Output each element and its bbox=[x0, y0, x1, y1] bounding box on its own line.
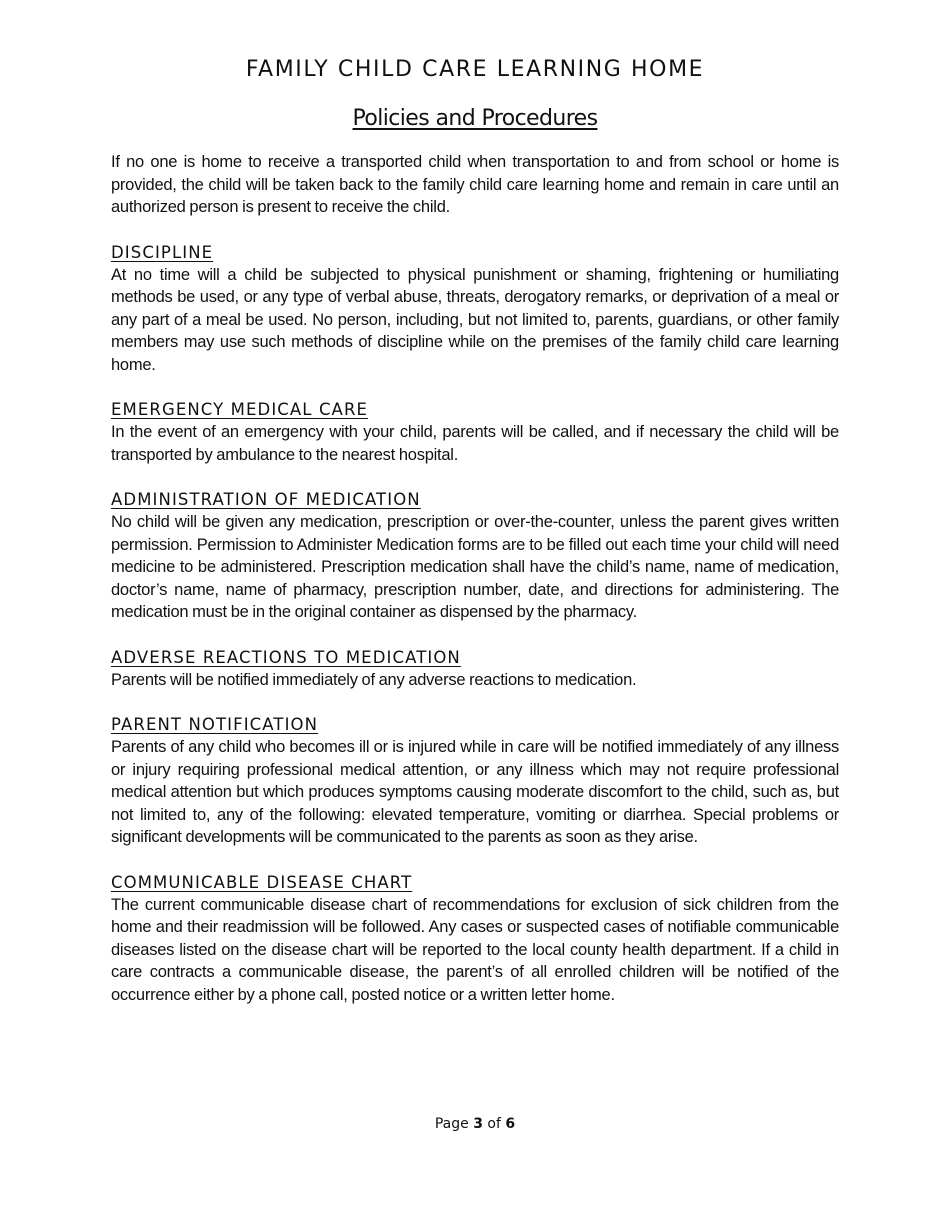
section-discipline bbox=[111, 241, 839, 377]
document-body bbox=[111, 151, 839, 1006]
page-label: Page bbox=[434, 1116, 469, 1132]
page-footer bbox=[0, 1114, 950, 1134]
section-body: The current communicable disease chart of recommendations for exclusion of sick children from the home and their readmission will be followed. Any cases or suspected cases of notifiable communicable diseases listed on the disease chart will be reported to the local county health department. If a child in care contracts a communicable disease, the parent’s of all enrolled children will be notified of the occurrence either by a phone call, posted notice or a written letter home. bbox=[111, 895, 839, 1004]
section-heading: PARENT NOTIFICATION bbox=[111, 715, 319, 734]
document-subtitle bbox=[0, 104, 950, 134]
document-subtitle-text: Policies and Procedures bbox=[352, 106, 598, 131]
section-heading: EMERGENCY MEDICAL CARE bbox=[111, 400, 369, 419]
section-communicable-disease-chart bbox=[111, 871, 839, 1007]
section-body: Parents of any child who becomes ill or is injured while in care will be notified immediately of any illness or injury requiring professional medical attention, or any illness which may not require professional medical attention but which produces symptoms causing moderate discomfort to the child, such as, but not limited to, any of the following: elevated temperature, vomiting or diarrhea. Special problems or significant developments will be communicated to the parents as soon as they arise. bbox=[111, 738, 839, 846]
section-body: Parents will be notified immediately of any adverse reactions to medication. bbox=[111, 670, 637, 689]
section-body: In the event of an emergency with your child, parents will be called, and if necessary the child will be transported by ambulance to the nearest hospital. bbox=[111, 423, 839, 464]
document-title: FAMILY CHILD CARE LEARNING HOME bbox=[245, 57, 705, 82]
total-pages-number: 6 bbox=[505, 1116, 516, 1132]
intro-paragraph: If no one is home to receive a transported child when transportation to and from school or home is provided, the child will be taken back to the family child care learning home and remain in care until an authorized person is present to receive the child. bbox=[111, 153, 839, 216]
section-emergency-medical-care bbox=[111, 398, 839, 466]
section-heading: DISCIPLINE bbox=[111, 242, 214, 262]
section-body: At no time will a child be subjected to physical punishment or shaming, frightening or humiliating methods be used, or any type of verbal abuse, threats, derogatory remarks, or deprivation of a meal or any part of a meal be used. No person, including, but not limited to, parents, guardians, or other family members may use such methods of discipline while on the premises of the family child care learning home. bbox=[111, 265, 839, 374]
current-page-number: 3 bbox=[473, 1116, 483, 1132]
section-body: No child will be given any medication, prescription or over-the-counter, unless the parent gives written permission. Permission to Administer Medication forms are to be filled out each time your child will need medicine to be administered. Prescription medication shall have the child’s name, name of medication, doctor’s name, name of pharmacy, prescription number, date, and directions for administering. The medication must be in the original container as dispensed by the pharmacy. bbox=[111, 513, 839, 621]
section-heading: COMMUNICABLE DISEASE CHART bbox=[111, 872, 413, 892]
section-adverse-reactions bbox=[111, 646, 839, 692]
section-administration-of-medication bbox=[111, 488, 839, 624]
section-heading: ADVERSE REACTIONS TO MEDICATION bbox=[111, 647, 461, 667]
section-heading: ADMINISTRATION OF MEDICATION bbox=[111, 490, 421, 509]
of-label: of bbox=[487, 1116, 501, 1132]
section-parent-notification bbox=[111, 713, 839, 849]
